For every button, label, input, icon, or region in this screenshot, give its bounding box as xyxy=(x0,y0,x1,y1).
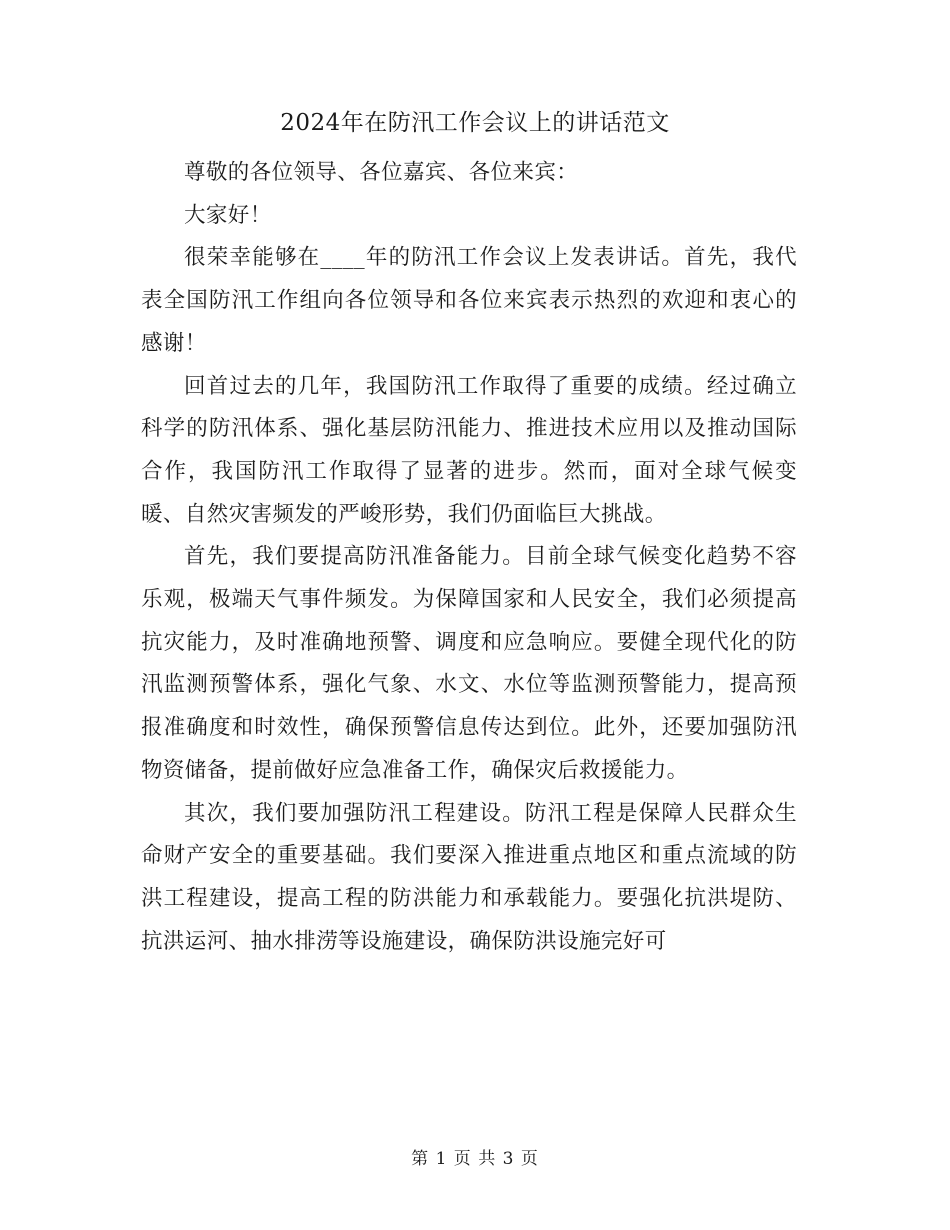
preparedness-paragraph: 首先，我们要提高防汛准备能力。目前全球气候变化趋势不容乐观，极端天气事件频发。为保障国家和人民安全，我们必须提高抗灾能力，及时准确地预警、调度和应急响应。要健全现代化的防汛监测预警体系，强化气象、水文、水位等监测预警能力，提高预报准确度和时效性，确保预警信息传达到位。此外，还要加强防汛物资储备，提前做好应急准备工作，确保灾后救援能力。 xyxy=(141,544,797,783)
greeting-paragraph: 大家好！ xyxy=(184,202,272,228)
engineering-paragraph: 其次，我们要加强防汛工程建设。防汛工程是保障人民群众生命财产安全的重要基础。我们要深入推进重点地区和重点流域的防洪工程建设，提高工程的防洪能力和承载能力。要强化抗洪堤防、抗洪运河、抽水排涝等设施建设，确保防洪设施完好可 xyxy=(141,800,797,954)
opening-paragraph: 很荣幸能够在____年的防汛工作会议上发表讲话。首先，我代表全国防汛工作组向各位领导和各位来宾表示热烈的欢迎和衷心的感谢！ xyxy=(141,245,797,356)
document-title: 2024年在防汛工作会议上的讲话范文 xyxy=(280,110,670,136)
review-paragraph: 回首过去的几年，我国防汛工作取得了重要的成绩。经过确立科学的防汛体系、强化基层防汛能力、推进技术应用以及推动国际合作，我国防汛工作取得了显著的进步。然而，面对全球气候变暖、自然灾害频发的严峻形势，我们仍面临巨大挑战。 xyxy=(141,373,797,527)
salutation-paragraph: 尊敬的各位领导、各位嘉宾、各位来宾： xyxy=(184,160,579,185)
document-body xyxy=(141,152,797,963)
page-number-footer: 第 1 页 共 3 页 xyxy=(411,1149,539,1169)
